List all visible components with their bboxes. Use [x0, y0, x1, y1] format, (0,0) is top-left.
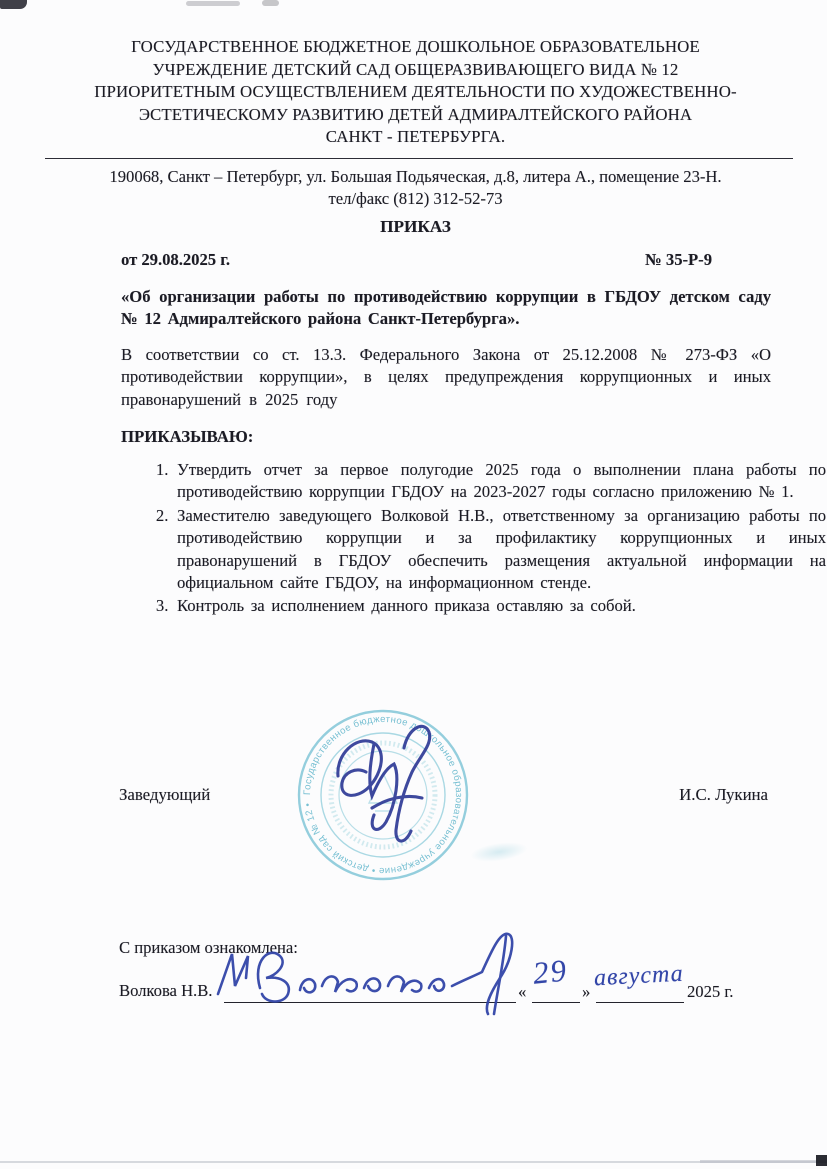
scan-artifact-top-left [0, 0, 27, 9]
org-name-line: УЧРЕЖДЕНИЕ ДЕТСКИЙ САД ОБЩЕРАЗВИВАЮЩЕГО ВИДА № 12 [152, 59, 679, 79]
order-item: 2. Заместителю заведующего Волковой Н.В., ответственному за организацию работы по противодействию коррупции и за профилактику коррупционных и иных правонарушений в ГБДОУ обеспечить размещения актуальной информации на официальном сайте ГБДОУ, на информационном стенде. [175, 505, 826, 595]
org-name-line: ЭСТЕТИЧЕСКОМУ РАЗВИТИЮ ДЕТЕЙ АДМИРАЛТЕЙСКОГО РАЙОНА [138, 104, 693, 124]
order-items-list [121, 459, 826, 619]
acknowledgment-heading: С приказом ознакомлена: [119, 938, 298, 957]
scan-artifact-top-2 [262, 0, 279, 6]
year-suffix: 2025 г. [687, 982, 734, 1001]
month-line [596, 1002, 684, 1003]
header-divider [45, 158, 793, 159]
position-title: Заведующий [119, 785, 211, 804]
handwritten-month: августа [593, 960, 685, 992]
stamp-smudge [469, 839, 529, 865]
phone-fax-line: тел/факс (812) 312-52-73 [328, 189, 503, 208]
handwritten-day: 29 [531, 952, 570, 991]
quote-open: « [518, 982, 527, 1001]
order-item: 1. Утвердить отчет за первое полугодие 2025 года о выполнении плана работы по противодействию коррупции ГБДОУ на 2023-2027 годы согласно приложению № 1. [175, 459, 826, 504]
scan-artifact-bottom-line [0, 1161, 827, 1163]
acknowledger-signature [208, 926, 570, 1020]
signer-name: И.С. Лукина [679, 785, 768, 804]
order-title: ПРИКАЗ [380, 217, 451, 236]
order-date-row [121, 250, 712, 270]
scan-artifact-bottom-right [816, 1155, 827, 1166]
scan-artifact-bottom-right-line [700, 1160, 827, 1163]
order-item: 3. Контроль за исполнением данного приказа оставляю за собой. [175, 595, 826, 617]
organization-address [58, 166, 773, 210]
order-preamble: В соответствии со ст. 13.3. Федерального Закона от 25.12.2008 № 273-ФЗ «О противодействии коррупции», в целях предупреждения коррупционных и иных правонарушений в 2025 году [121, 345, 771, 409]
scan-artifact-top-1 [186, 1, 240, 6]
order-number: № 35-Р-9 [645, 250, 712, 269]
order-subject: «Об организации работы по противодействию коррупции в ГБДОУ детском саду № 12 Адмиралтейского района Санкт-Петербурга». [121, 287, 771, 329]
org-name-line: ГОСУДАРСТВЕННОЕ БЮДЖЕТНОЕ ДОШКОЛЬНОЕ ОБРАЗОВАТЕЛЬНОЕ [131, 37, 700, 56]
org-name-line: САНКТ - ПЕТЕРБУРГА. [325, 127, 506, 147]
director-signature [312, 712, 452, 862]
organization-header [58, 36, 773, 149]
resolution-heading: ПРИКАЗЫВАЮ: [121, 427, 254, 446]
acknowledgment-name: Волкова Н.В. [119, 981, 213, 1000]
quote-close: » [582, 982, 591, 1001]
address-line: 190068, Санкт – Петербург, ул. Большая Подьяческая, д.8, литера А., помещение 23-Н. [109, 167, 722, 186]
svg-text:Государственное бюджетное дошк: Государственное бюджетное дошкольное образовательное учреждение • детский сад № 12 • [301, 713, 465, 877]
org-name-line: ПРИОРИТЕТНЫМ ОСУЩЕСТВЛЕНИЕМ ДЕЯТЕЛЬНОСТИ ПО ХУДОЖЕСТВЕННО- [94, 82, 737, 102]
order-date: от 29.08.2025 г. [121, 250, 231, 269]
